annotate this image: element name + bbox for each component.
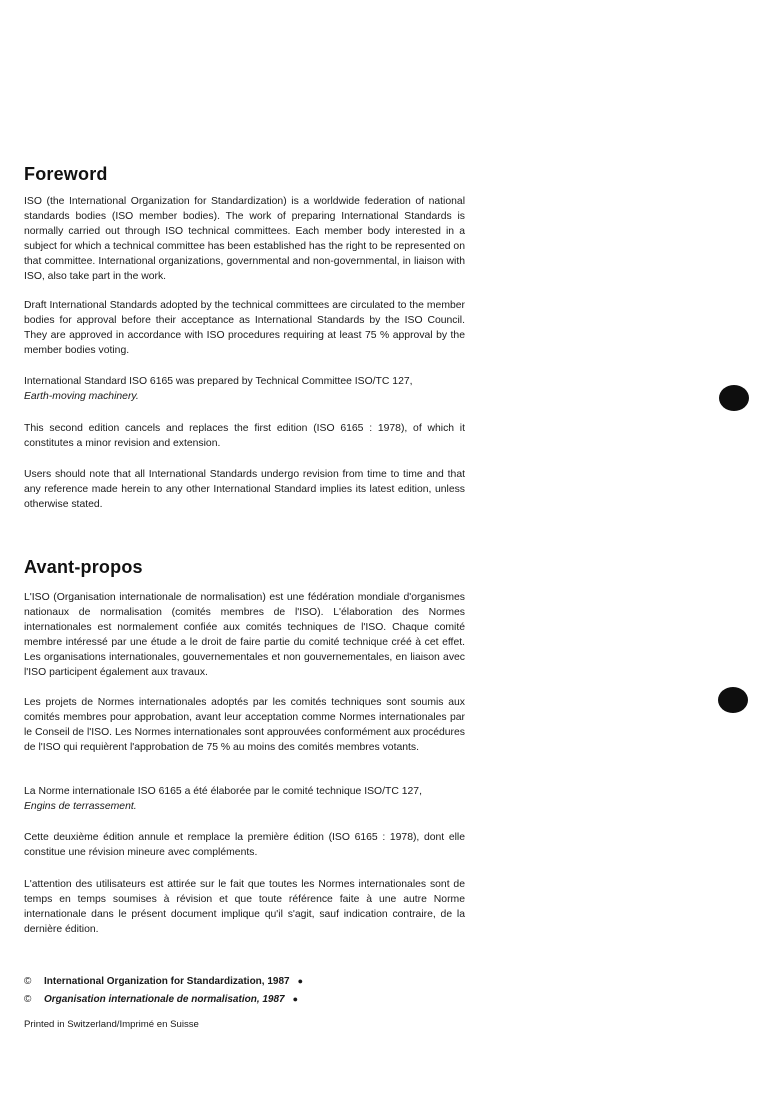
foreword-paragraph-3: [24, 374, 465, 404]
copyright-symbol-icon: ©: [24, 976, 32, 987]
foreword-paragraph-4: This second edition cancels and replaces the first edition (ISO 6165 : 1978), of which it constitutes a minor revision and extension.: [24, 423, 465, 449]
copyright-french: [24, 994, 298, 1005]
avant-propos-paragraph-5: L'attention des utilisateurs est attirée sur le fait que toutes les Normes internationales sont de temps en temps soumises à révision et que toute référence faite à une autre Norme internationale dans le présent document implique qu'il s'agit, sauf indication contraire, de la dernière édition.: [24, 879, 465, 935]
avant-propos-paragraph-3: [24, 784, 465, 814]
avant-propos-heading: Avant-propos: [24, 557, 143, 577]
foreword-paragraph-2: Draft International Standards adopted by the technical committees are circulated to the member bodies for approval before their acceptance as International Standards by the ISO Council. They are approved in accordance with ISO procedures requiring at least 75 % approval by the member bodies voting.: [24, 300, 465, 356]
copyright-french-text: Organisation internationale de normalisation, 1987: [44, 994, 285, 1005]
avant-propos-paragraph-3-text: La Norme internationale ISO 6165 a été élaborée par le comité technique ISO/TC 127,: [24, 786, 422, 797]
printed-in-note: Printed in Switzerland/Imprimé en Suisse: [24, 1019, 199, 1030]
avant-propos-committee-title: Engins de terrassement.: [24, 801, 137, 812]
copyright-english: [24, 976, 303, 987]
foreword-paragraph-1: ISO (the International Organization for Standardization) is a worldwide federation of national standards bodies (ISO member bodies). The work of preparing International Standards is normally carried out through ISO technical committees. Each member body interested in a subject for which a technical committee has been established has the right to be represented on that committee. International organizations, governmental and non-governmental, in liaison with ISO, also take part in the work.: [24, 196, 465, 282]
foreword-paragraph-5: Users should note that all International Standards undergo revision from time to time and that any reference made herein to any other International Standard implies its latest edition, unless otherwise stated.: [24, 469, 465, 510]
avant-propos-paragraph-4: Cette deuxième édition annule et remplace la première édition (ISO 6165 : 1978), dont elle constitue une révision mineure avec compléments.: [24, 832, 465, 858]
bullet-icon: ●: [292, 994, 299, 1004]
punch-hole: [719, 385, 749, 411]
bullet-icon: ●: [297, 976, 304, 986]
copyright-symbol-icon: ©: [24, 994, 32, 1005]
foreword-heading: Foreword: [24, 164, 108, 184]
avant-propos-paragraph-2: Les projets de Normes internationales adoptés par les comités techniques sont soumis aux comités membres pour approbation, avant leur acceptation comme Normes internationales par le Conseil de l'ISO. Les Normes internationales sont approuvées conformément aux procédures de l'ISO qui requièrent l'approbation de 75 % au moins des comités membres votants.: [24, 697, 465, 753]
copyright-english-text: International Organization for Standardization, 1987: [44, 976, 290, 987]
foreword-paragraph-3-text: International Standard ISO 6165 was prepared by Technical Committee ISO/TC 127,: [24, 376, 413, 387]
punch-hole: [718, 687, 748, 713]
foreword-committee-title: Earth-moving machinery.: [24, 391, 139, 402]
avant-propos-paragraph-1: L'ISO (Organisation internationale de normalisation) est une fédération mondiale d'organismes nationaux de normalisation (comités membres de l'ISO). L'élaboration des Normes internationales est normalement confiée aux comités techniques de l'ISO. Chaque comité membre intéressé par une étude a le droit de faire partie du comité technique créé à cet effet. Les organisations internationales, gouvernementales et non gouvernementales, en liaison avec l'ISO participent également aux travaux.: [24, 592, 465, 678]
